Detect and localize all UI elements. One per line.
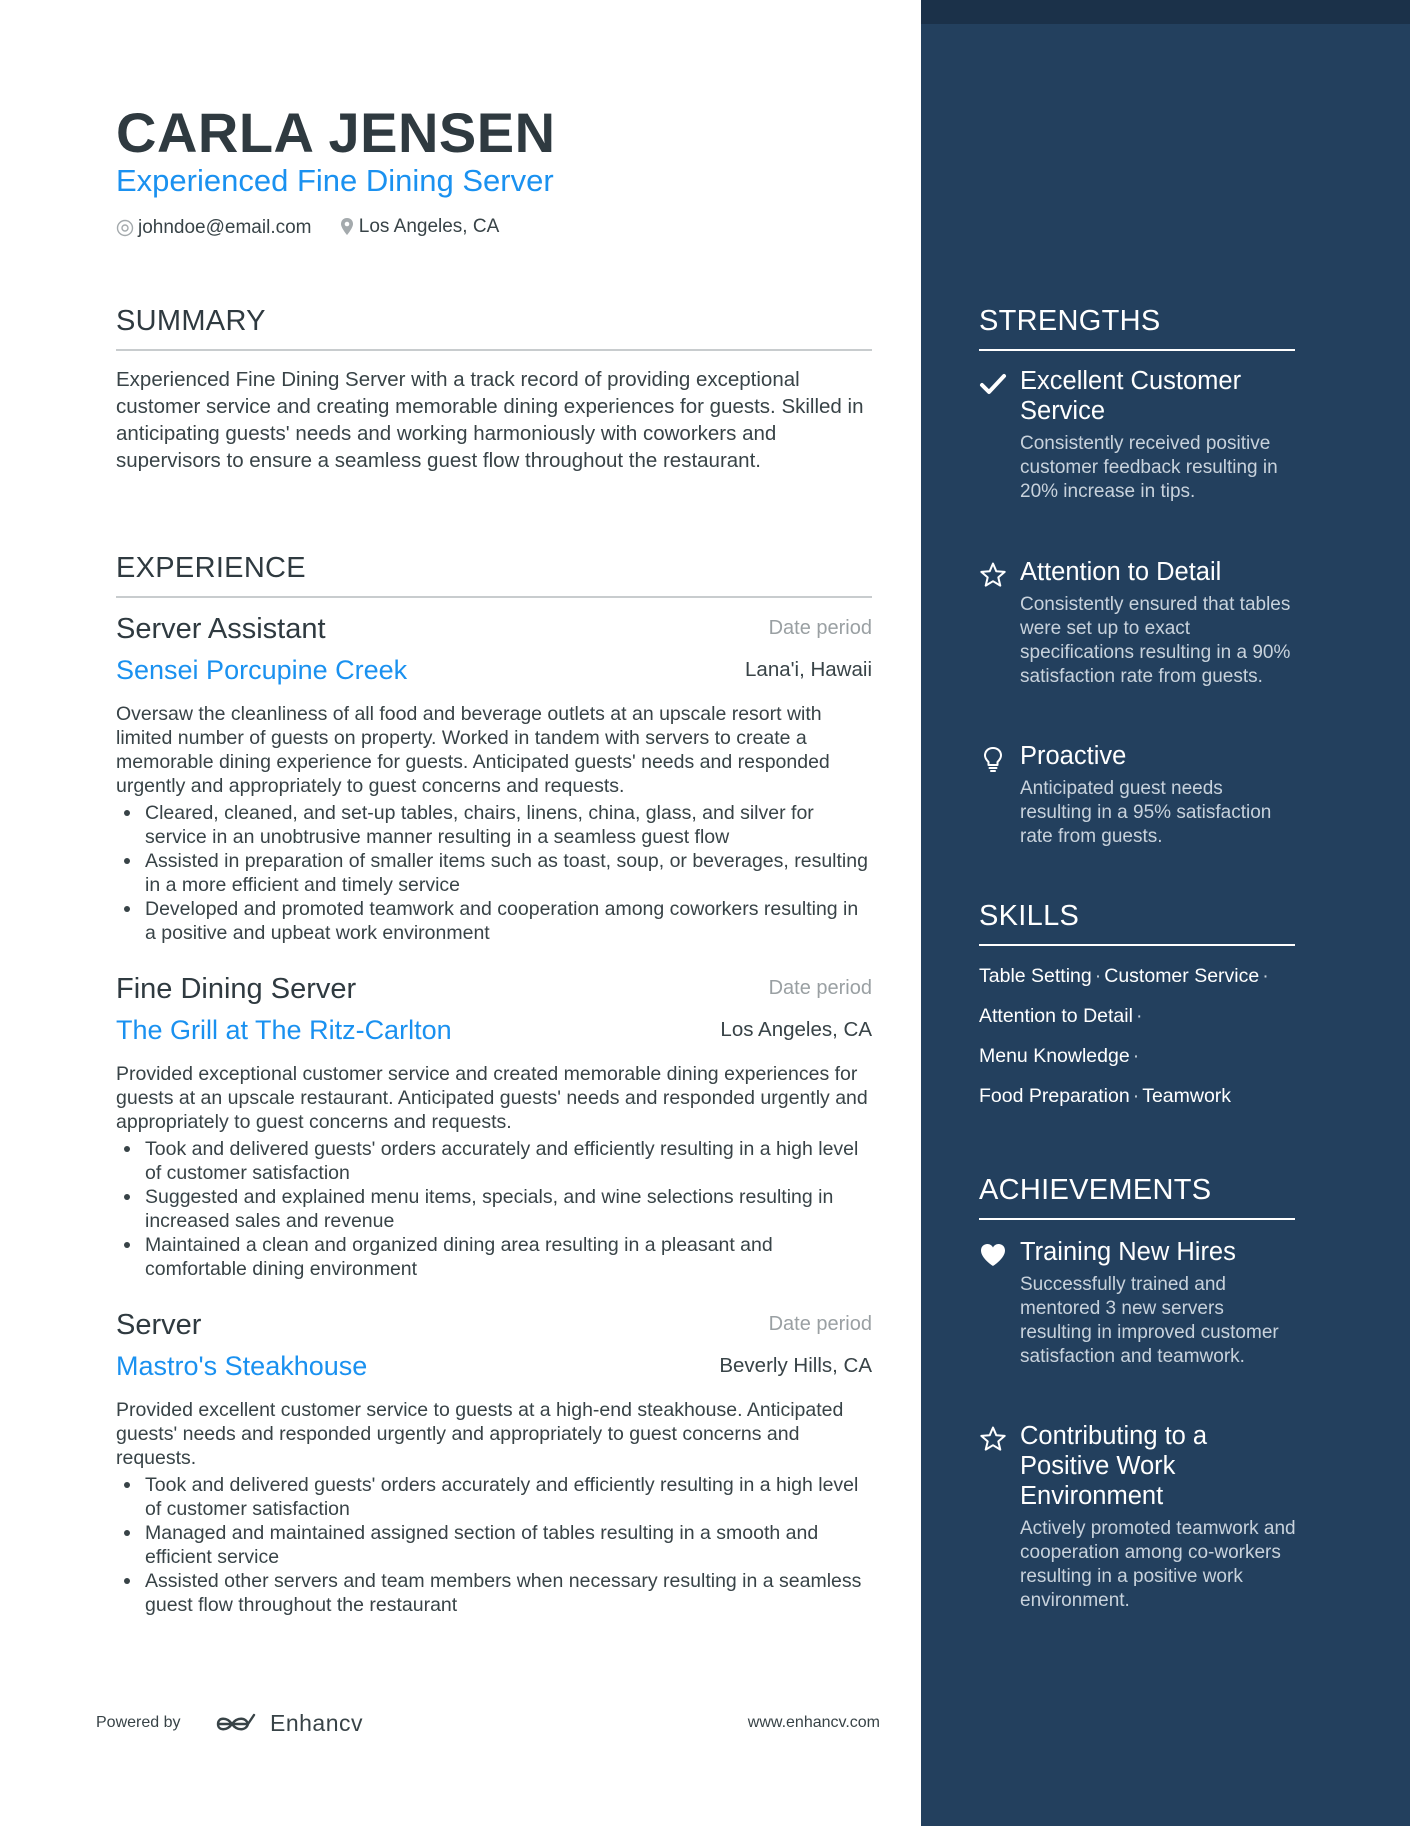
strength-title: Attention to Detail <box>1020 558 1222 586</box>
job-description: Provided exceptional customer service and created memorable dining experiences for guests at an upscale restaurant. Anticipated guests' needs and responded urgently and appropriately to guest concerns and requests. <box>116 1063 868 1133</box>
job-bullets <box>116 1473 872 1617</box>
heart-icon <box>979 1241 1007 1269</box>
skills-row: Menu Knowledge · <box>979 1045 1140 1067</box>
star-icon <box>979 1425 1007 1453</box>
strength-item <box>979 741 1297 849</box>
skills-row: Attention to Detail · <box>979 1005 1143 1027</box>
job-company: The Grill at The Ritz-Carlton <box>116 1015 452 1045</box>
job-company: Mastro's Steakhouse <box>116 1351 368 1381</box>
summary-heading: SUMMARY <box>116 305 872 351</box>
job-bullet: Assisted other servers and team members when necessary resulting in a seamless guest flow throughout the restaurant <box>116 1569 872 1617</box>
job-entry <box>116 973 872 1281</box>
contact-info <box>116 216 521 243</box>
job-role: Server <box>116 1309 202 1341</box>
strength-title: Excellent Customer Service <box>1020 367 1242 425</box>
lightbulb-icon <box>979 745 1007 773</box>
skills-heading: SKILLS <box>979 900 1295 946</box>
job-location: Beverly Hills, CA <box>719 1354 872 1377</box>
experience-heading: EXPERIENCE <box>116 552 872 598</box>
location-text: Los Angeles, CA <box>358 216 500 237</box>
enhancv-logo[interactable] <box>214 1710 363 1737</box>
job-bullets <box>116 1137 872 1281</box>
job-location: Los Angeles, CA <box>720 1018 872 1041</box>
skill-tag: Attention to Detail <box>979 1005 1133 1027</box>
location-pin-icon <box>339 217 355 237</box>
job-bullet: Cleared, cleaned, and set-up tables, chairs, linens, china, glass, and silver for service in an unobtrusive manner resulting in a seamless guest flow <box>116 801 872 849</box>
star-icon <box>979 561 1007 589</box>
achievement-item <box>979 1237 1297 1369</box>
achievement-item <box>979 1421 1297 1613</box>
job-bullet: Took and delivered guests' orders accurately and efficiently resulting in a high level of customer satisfaction <box>116 1473 872 1521</box>
achievement-description: Actively promoted teamwork and cooperation among co-workers resulting in a positive work environment. <box>1020 1518 1296 1611</box>
email-item[interactable] <box>116 217 312 239</box>
achievement-description: Successfully trained and mentored 3 new servers resulting in improved customer satisfaction and teamwork. <box>1020 1274 1279 1367</box>
strength-item <box>979 366 1297 504</box>
strength-item <box>979 557 1297 689</box>
location-item <box>339 216 499 238</box>
job-date: Date period <box>768 617 872 639</box>
skill-tag: Teamwork <box>1142 1085 1232 1107</box>
sidebar-top-band <box>921 0 1410 24</box>
skills-row: Table Setting · Customer Service · <box>979 965 1269 987</box>
check-icon <box>979 370 1007 398</box>
candidate-name: CARLA JENSEN <box>116 101 556 164</box>
strength-title: Proactive <box>1020 742 1127 770</box>
strength-description: Anticipated guest needs resulting in a 95% satisfaction rate from guests. <box>1020 778 1272 847</box>
strengths-heading: STRENGTHS <box>979 305 1295 351</box>
infinity-logo-icon <box>214 1712 262 1736</box>
job-description: Oversaw the cleanliness of all food and beverage outlets at an upscale resort with limited number of guests on property. Worked in tandem with servers to create a memorable dining experience for guests. Anticipated guests' needs and responded urgently and appropriately to guest concerns and requests. <box>116 703 830 797</box>
strength-description: Consistently received positive customer feedback resulting in 20% increase in tips. <box>1020 433 1278 502</box>
job-description: Provided excellent customer service to guests at a high-end steakhouse. Anticipated guests' needs and responded urgently and appropriately to guest concerns and requests. <box>116 1399 844 1469</box>
job-bullet: Took and delivered guests' orders accurately and efficiently resulting in a high level of customer satisfaction <box>116 1137 872 1185</box>
job-bullet: Developed and promoted teamwork and cooperation among coworkers resulting in a positive and upbeat work environment <box>116 897 872 945</box>
job-location: Lana'i, Hawaii <box>745 658 872 681</box>
job-company: Sensei Porcupine Creek <box>116 655 408 685</box>
powered-by-text: Powered by <box>96 1714 181 1731</box>
job-date: Date period <box>768 1313 872 1335</box>
achievement-title: Training New Hires <box>1020 1238 1236 1266</box>
job-bullets <box>116 801 872 945</box>
sidebar <box>921 0 1410 1826</box>
summary-text: Experienced Fine Dining Server with a track record of providing exceptional customer service and creating memorable dining experiences for guests. Skilled in anticipating guests' needs and working harmoniously with coworkers and supervisors to ensure a seamless guest flow throughout the restaurant. <box>116 368 864 472</box>
achievement-title: Contributing to a Positive Work Environment <box>1020 1422 1208 1510</box>
skill-tag: Menu Knowledge <box>979 1045 1130 1067</box>
job-role: Fine Dining Server <box>116 973 357 1005</box>
job-entry <box>116 1309 872 1617</box>
brand-name: Enhancv <box>270 1710 364 1736</box>
email-text: johndoe@email.com <box>138 217 312 238</box>
skill-tag: Customer Service <box>1104 965 1260 987</box>
job-date: Date period <box>768 977 872 999</box>
job-bullet: Maintained a clean and organized dining area resulting in a pleasant and comfortable dining environment <box>116 1233 872 1281</box>
job-bullet: Suggested and explained menu items, specials, and wine selections resulting in increased sales and revenue <box>116 1185 872 1233</box>
footer <box>96 1710 880 1740</box>
achievements-heading: ACHIEVEMENTS <box>979 1174 1295 1220</box>
candidate-title: Experienced Fine Dining Server <box>116 163 554 198</box>
website-link[interactable]: www.enhancv.com <box>747 1714 880 1731</box>
skill-tag: Table Setting <box>979 965 1092 987</box>
job-bullet: Managed and maintained assigned section of tables resulting in a smooth and efficient service <box>116 1521 872 1569</box>
at-icon <box>116 219 134 237</box>
strength-description: Consistently ensured that tables were set up to exact specifications resulting in a 90% satisfaction rate from guests. <box>1020 594 1291 687</box>
job-bullet: Assisted in preparation of smaller items such as toast, soup, or beverages, resulting in a more efficient and timely service <box>116 849 872 897</box>
skill-tag: Food Preparation <box>979 1085 1130 1107</box>
skills-row: Food Preparation · Teamwork <box>979 1085 1232 1107</box>
job-entry <box>116 613 872 945</box>
job-role: Server Assistant <box>116 613 326 645</box>
